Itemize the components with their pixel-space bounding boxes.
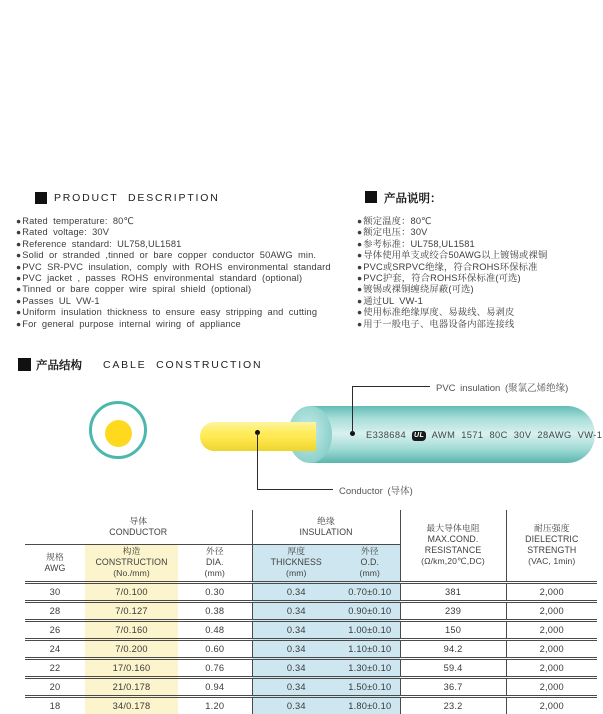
col-label-en: STRENGTH (527, 545, 577, 556)
cell-resistance: 36.7 (400, 677, 506, 696)
bullet-icon: ● (16, 250, 22, 261)
cell-dielectric: 2,000 (506, 639, 597, 658)
col-label-en: DIELECTRIC (525, 534, 579, 545)
list-item (357, 239, 547, 250)
col-label-en: RESISTANCE (424, 545, 482, 556)
cell-awg: 28 (25, 601, 85, 620)
group-label-cn: 绝缘 (317, 515, 335, 526)
cable-print-text (366, 430, 602, 442)
section-marker-icon (365, 191, 377, 203)
list-item-text: Uniform insulation thickness to ensure easy stripping and cutting (22, 307, 318, 318)
list-item (357, 307, 547, 318)
cell-construction: 17/0.160 (85, 658, 178, 677)
resistance-column-header (400, 510, 506, 582)
col-label-en: AWG (44, 562, 66, 573)
cell-od: 0.70±0.10 (340, 582, 400, 601)
cell-dielectric: 2,000 (506, 658, 597, 677)
list-item-text: 导体使用单支或绞合50AWG以上镀锡或裸铜 (363, 250, 548, 261)
conductor-core-icon (105, 420, 132, 447)
bullet-icon: ● (16, 284, 22, 295)
list-item (357, 262, 547, 273)
ul-mark-icon: UL (414, 432, 425, 439)
list-item (357, 273, 547, 284)
list-item (16, 319, 331, 330)
col-unit: (mm) (204, 568, 225, 578)
group-label-cn: 导体 (129, 515, 148, 526)
col-label-cn: 规格 (46, 551, 64, 562)
cable-rating-text: AWM 1571 80C 30V 28AWG VW-1 (431, 430, 603, 440)
list-item (357, 250, 547, 261)
awg-column-header (25, 544, 85, 582)
col-unit: (mm) (286, 568, 307, 578)
ul-file-number: E338684 (366, 430, 407, 440)
list-item (16, 250, 331, 261)
list-item (16, 296, 331, 307)
list-item (357, 216, 547, 227)
bullet-icon: ● (16, 307, 22, 318)
dielectric-column-header (506, 510, 597, 582)
bullet-icon: ● (357, 295, 363, 306)
cell-dielectric: 2,000 (539, 701, 564, 712)
cell-dielectric: 2,000 (506, 601, 597, 620)
cell-od: 1.80±0.10 (340, 696, 400, 714)
col-label-cn: 厚度 (287, 546, 306, 556)
spec-table (25, 510, 597, 714)
bullet-icon: ● (357, 284, 363, 295)
table-row (25, 601, 597, 620)
col-unit: (VAC, 1min) (528, 556, 576, 567)
cell-awg: 22 (25, 658, 85, 677)
list-item-text: PVC jacket , passes ROHS environmental standard (optional) (22, 273, 303, 284)
bullet-icon: ● (357, 273, 363, 284)
cell-dielectric: 2,000 (506, 582, 597, 601)
col-label-en: THICKNESS (270, 557, 322, 567)
col-label-en: MAX.COND. (427, 534, 479, 545)
table-row (25, 582, 597, 601)
leader-line (352, 386, 430, 387)
cell-thickness: 0.34 (252, 696, 340, 714)
list-item-text: 用于一般电子、电器设备内部连接线 (363, 318, 515, 329)
cell-thickness: 0.34 (252, 620, 340, 639)
product-notes-list (357, 216, 547, 330)
list-item (16, 262, 331, 273)
col-label-cn: 外径 (360, 546, 379, 556)
section-marker-icon (35, 192, 47, 204)
cell-construction: 7/0.100 (85, 582, 178, 601)
cell-dia: 0.76 (178, 658, 252, 677)
cell-awg: 24 (25, 639, 85, 658)
list-item (357, 284, 547, 295)
thickness-column-header (252, 544, 340, 582)
col-label-cn: 外径 (205, 546, 224, 556)
col-unit: (Ω/km,20℃,DC) (421, 556, 485, 567)
cell-dia: 0.30 (178, 582, 252, 601)
construction-column-header (85, 544, 178, 582)
table-row (25, 620, 597, 639)
list-item-text: 参考标准：UL758,UL1581 (363, 238, 475, 249)
list-item (357, 319, 547, 330)
bullet-icon: ● (357, 261, 363, 272)
list-item-text: For general purpose internal wiring of appliance (22, 318, 241, 329)
cell-dia: 0.48 (178, 620, 252, 639)
cell-dia: 0.38 (178, 601, 252, 620)
bullet-icon: ● (16, 261, 22, 272)
product-notes-title: 产品说明： (384, 193, 442, 205)
col-label-cn: 构造 (122, 546, 141, 556)
cell-resistance: 381 (400, 582, 506, 601)
conductor-graphic (200, 422, 316, 451)
list-item (16, 284, 331, 295)
cell-od: 0.90±0.10 (340, 601, 400, 620)
list-item-text: PVC SR-PVC insulation, comply with ROHS environmental standard (22, 261, 331, 272)
leader-line (352, 386, 353, 433)
bullet-icon: ● (16, 318, 22, 329)
bullet-icon: ● (357, 216, 363, 226)
product-description-title: PRODUCT DESCRIPTION (54, 192, 220, 204)
list-item-text: 镀锡或裸铜缠绕屏蔽(可选) (363, 284, 474, 295)
construction-title-cn: 产品结构 (36, 360, 82, 372)
cell-thickness: 0.34 (252, 582, 340, 601)
list-item (16, 273, 331, 284)
group-label-en: INSULATION (299, 526, 353, 537)
cell-awg: 30 (25, 582, 85, 601)
bullet-icon: ● (16, 238, 22, 249)
col-unit: (No./mm) (113, 568, 150, 578)
leader-line (257, 489, 333, 490)
cell-dielectric: 2,000 (506, 677, 597, 696)
list-item-text: Rated temperature: 80℃ (22, 216, 135, 226)
cell-dia: 0.60 (178, 639, 252, 658)
list-item-text: Reference standard: UL758,UL1581 (22, 238, 182, 249)
col-label-en: O.D. (360, 557, 380, 567)
cell-dia: 0.94 (178, 677, 252, 696)
cell-construction: 7/0.160 (85, 620, 178, 639)
col-unit: (mm) (359, 568, 380, 578)
list-item (16, 216, 331, 227)
table-row (25, 639, 597, 658)
leader-line (257, 433, 258, 489)
insulation-label: PVC insulation (聚氯乙烯绝缘) (436, 383, 569, 394)
cell-construction: 7/0.200 (85, 639, 178, 658)
cell-awg: 18 (49, 701, 61, 712)
cell-construction: 34/0.178 (85, 696, 178, 714)
cell-dielectric: 2,000 (506, 620, 597, 639)
list-item-text: PVC或SRPVC绝缘，符合ROHS环保标准 (363, 261, 538, 272)
list-item-text: Passes UL VW-1 (22, 295, 100, 306)
conductor-label: Conductor (导体) (339, 486, 413, 497)
bullet-icon: ● (16, 273, 22, 284)
bullet-icon: ● (16, 295, 22, 306)
cell-od: 1.50±0.10 (340, 677, 400, 696)
list-item (357, 296, 547, 307)
list-item-text: 使用标准绝缘厚度、易裁线、易剥皮 (363, 307, 515, 318)
cell-resistance: 239 (400, 601, 506, 620)
cell-construction: 21/0.178 (85, 677, 178, 696)
dia-column-header (178, 544, 252, 582)
cell-od: 1.00±0.10 (340, 620, 400, 639)
cell-thickness: 0.34 (252, 677, 340, 696)
group-label-en: CONDUCTOR (109, 526, 168, 537)
table-row (25, 696, 597, 714)
cell-resistance: 94.2 (400, 639, 506, 658)
cell-thickness: 0.34 (252, 658, 340, 677)
col-label-cn: 耐压强度 (533, 523, 570, 534)
cell-awg: 26 (25, 620, 85, 639)
cell-thickness: 0.34 (252, 601, 340, 620)
product-description-list (16, 216, 331, 330)
list-item-text: Solid or stranded ,tinned or bare copper conductor 50AWG min. (22, 250, 317, 261)
cell-dia: 1.20 (205, 701, 225, 712)
list-item (357, 227, 547, 238)
list-item-text: 额定电压：30V (363, 227, 428, 238)
list-item-text: Tinned or bare copper wire spiral shield (optional) (22, 284, 252, 295)
cell-awg: 20 (25, 677, 85, 696)
list-item-text: PVC护套，符合ROHS环保标准(可选) (363, 273, 521, 284)
cell-resistance: 23.2 (400, 696, 506, 714)
table-row (25, 677, 597, 696)
list-item (16, 239, 331, 250)
bullet-icon: ● (16, 216, 22, 226)
cell-od: 1.10±0.10 (340, 639, 400, 658)
bullet-icon: ● (357, 250, 363, 261)
list-item (16, 227, 331, 238)
col-label-en: CONSTRUCTION (95, 557, 168, 567)
bullet-icon: ● (357, 318, 363, 329)
bullet-icon: ● (357, 307, 363, 318)
cell-construction: 7/0.127 (85, 601, 178, 620)
list-item (16, 307, 331, 318)
cell-od: 1.30±0.10 (340, 658, 400, 677)
cell-thickness: 0.34 (252, 639, 340, 658)
construction-title-en: CABLE CONSTRUCTION (103, 359, 263, 371)
bullet-icon: ● (16, 227, 22, 238)
list-item-text: 通过UL VW-1 (363, 295, 423, 306)
col-label-cn: 最大导体电阻 (426, 523, 480, 534)
table-row (25, 658, 597, 677)
bullet-icon: ● (357, 227, 363, 238)
bullet-icon: ● (357, 238, 363, 249)
cell-resistance: 59.4 (400, 658, 506, 677)
od-column-header (340, 544, 400, 582)
cell-resistance: 150 (400, 620, 506, 639)
conductor-group-header (25, 510, 252, 544)
col-label-en: DIA. (206, 557, 224, 567)
list-item-text: Rated voltage: 30V (22, 227, 110, 238)
list-item-text: 额定温度：80℃ (363, 216, 432, 226)
section-marker-icon (18, 358, 31, 371)
insulation-group-header (252, 510, 400, 544)
